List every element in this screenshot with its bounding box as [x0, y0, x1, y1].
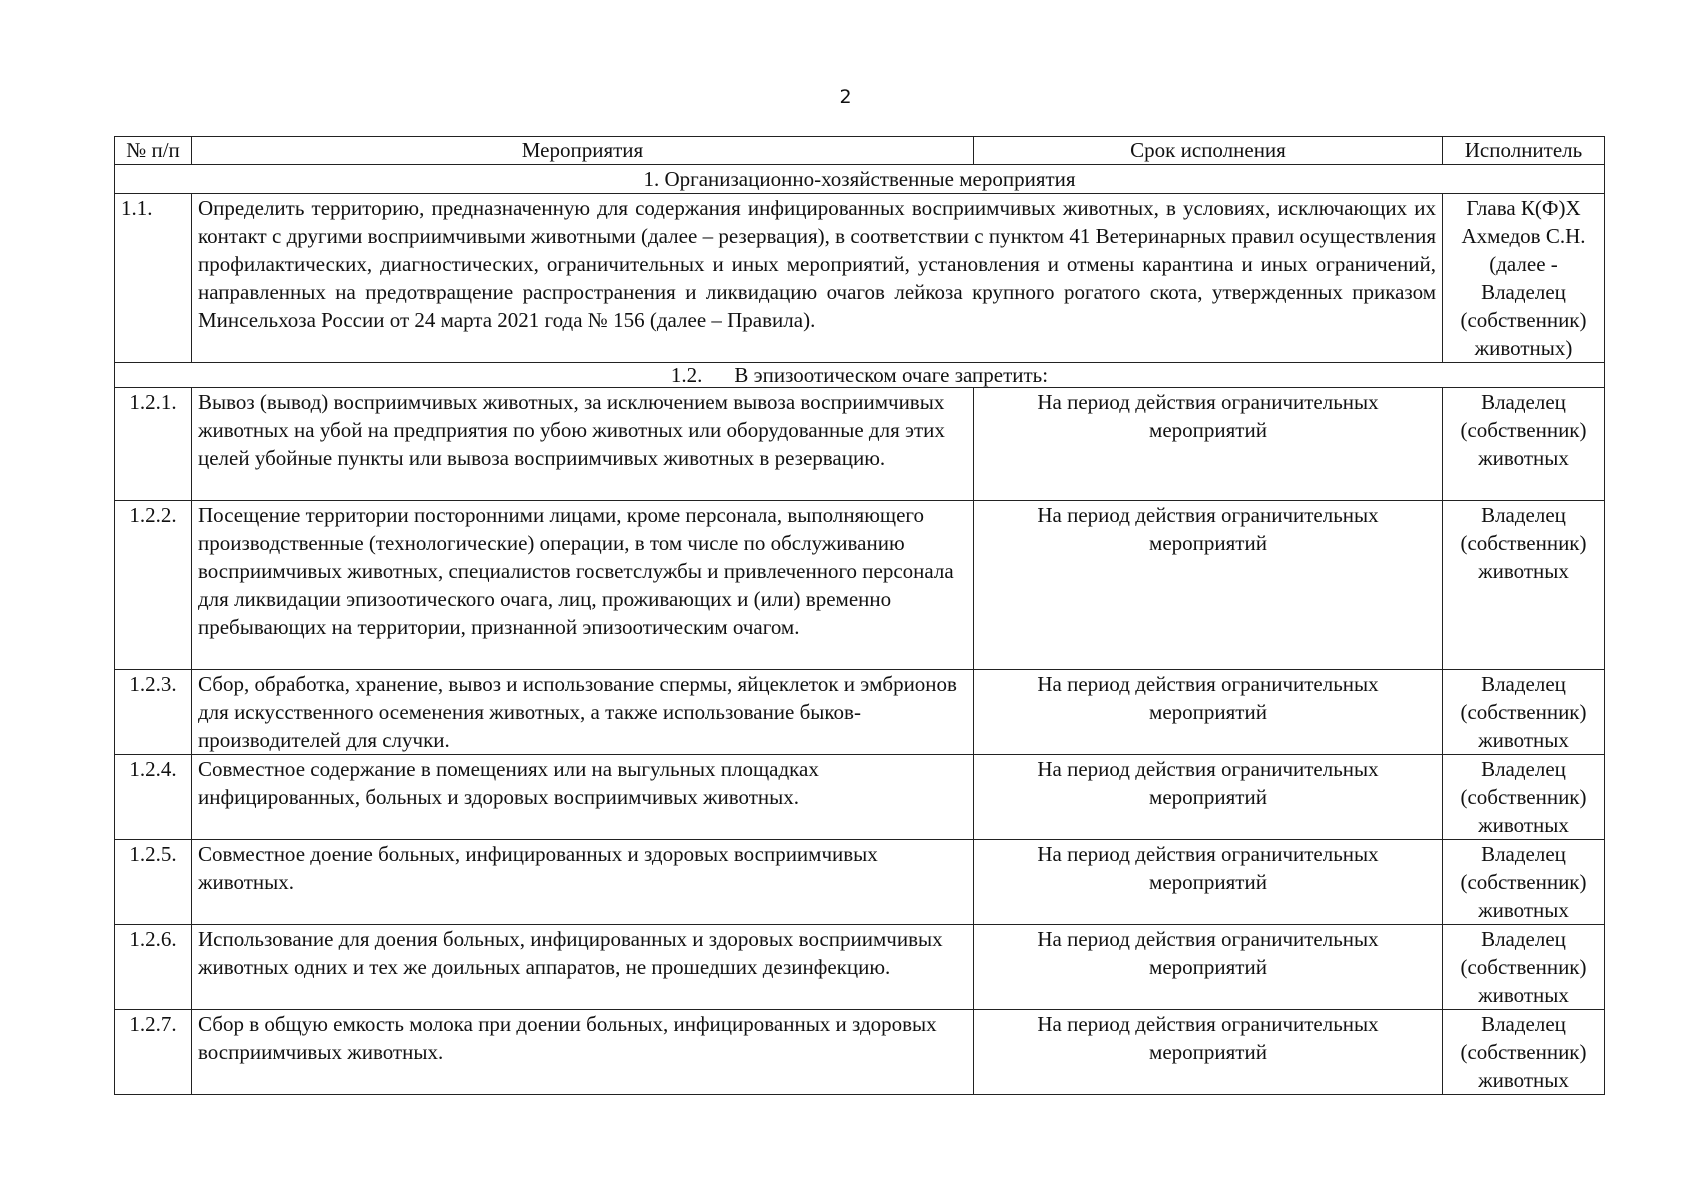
row-number: 1.2.1. — [115, 388, 192, 501]
section-title-row — [115, 165, 1605, 194]
header-term: Срок исполнения — [974, 137, 1443, 165]
row-activity: Посещение территории посторонними лицами, кроме персонала, выполняющего производственные (технологические) операции, в том числе по обслуживанию восприимчивых животных, специалистов госветслужбы и привлеченного персонала для ликвидации эпизоотического очага, лиц, проживающих и (или) временно пребывающих на территории, признанной эпизоотическим очагом. — [192, 501, 974, 670]
row-executor: Владелец (собственник) животных — [1443, 755, 1605, 840]
row-executor: Владелец (собственник) животных — [1443, 501, 1605, 670]
subsection-title — [115, 363, 1605, 388]
row-activity: Совместное содержание в помещениях или на выгульных площадках инфицированных, больных и здоровых восприимчивых животных. — [192, 755, 974, 840]
row-number: 1.2.2. — [115, 501, 192, 670]
page-number: 2 — [839, 86, 852, 108]
header-activity: Мероприятия — [192, 137, 974, 165]
row-executor: Владелец (собственник) животных — [1443, 388, 1605, 501]
row-activity: Вывоз (вывод) восприимчивых животных, за исключением вывоза восприимчивых животных на убой на предприятия по убою животных или оборудованные для этих целей убойные пункты или вывоза восприимчивых животных в резервацию. — [192, 388, 974, 501]
row-activity: Совместное доение больных, инфицированных и здоровых восприимчивых животных. — [192, 840, 974, 925]
table-row — [115, 925, 1605, 1010]
table-row — [115, 670, 1605, 755]
measures-table — [114, 136, 1605, 1095]
row-executor: Владелец (собственник) животных — [1443, 925, 1605, 1010]
row-executor: Владелец (собственник) животных — [1443, 670, 1605, 755]
row-executor: Владелец (собственник) животных — [1443, 840, 1605, 925]
row-number: 1.2.7. — [115, 1010, 192, 1095]
table-row — [115, 840, 1605, 925]
table-header-row — [115, 137, 1605, 165]
row-term: На период действия ограничительных мероприятий — [974, 670, 1443, 755]
row-term: На период действия ограничительных мероприятий — [974, 840, 1443, 925]
row-activity: Сбор в общую емкость молока при доении больных, инфицированных и здоровых восприимчивых животных. — [192, 1010, 974, 1095]
header-executor: Исполнитель — [1443, 137, 1605, 165]
table-row — [115, 501, 1605, 670]
row-activity: Использование для доения больных, инфицированных и здоровых восприимчивых животных одних и тех же доильных аппаратов, не прошедших дезинфекцию. — [192, 925, 974, 1010]
table-row — [115, 194, 1605, 363]
row-term: На период действия ограничительных мероприятий — [974, 925, 1443, 1010]
row-activity: Сбор, обработка, хранение, вывоз и использование спермы, яйцеклеток и эмбрионов для искусственного осеменения животных, а также использование быков-производителей для случки. — [192, 670, 974, 755]
row-term: На период действия ограничительных мероприятий — [974, 755, 1443, 840]
header-number: № п/п — [115, 137, 192, 165]
row-term: На период действия ограничительных мероприятий — [974, 501, 1443, 670]
row-number: 1.2.5. — [115, 840, 192, 925]
row-executor: Владелец (собственник) животных — [1443, 1010, 1605, 1095]
row-number: 1.2.4. — [115, 755, 192, 840]
table-row — [115, 388, 1605, 501]
row-number: 1.1. — [115, 194, 192, 363]
row-number: 1.2.6. — [115, 925, 192, 1010]
section-title: 1. Организационно-хозяйственные мероприятия — [115, 165, 1605, 194]
row-executor: Глава К(Ф)Х Ахмедов С.Н. (далее - Владелец (собственник) животных) — [1443, 194, 1605, 363]
table-row — [115, 755, 1605, 840]
subsection-number: 1.2. — [670, 363, 703, 387]
subsection-title-row — [115, 363, 1605, 388]
table-row — [115, 1010, 1605, 1095]
row-term: На период действия ограничительных мероприятий — [974, 1010, 1443, 1095]
subsection-label: В эпизоотическом очаге запретить: — [734, 363, 1049, 387]
row-term: На период действия ограничительных мероприятий — [974, 388, 1443, 501]
row-number: 1.2.3. — [115, 670, 192, 755]
row-activity: Определить территорию, предназначенную для содержания инфицированных восприимчивых животных, в условиях, исключающих их контакт с другими восприимчивыми животными (далее – резервация), в соответствии с пунктом 41 Ветеринарных правил осуществления профилактических, диагностических, ограничительных и иных мероприятий, установления и отмены карантина и иных ограничений, направленных на предотвращение распространения и ликвидацию очагов лейкоза крупного рогатого скота, утвержденных приказом Минсельхоза России от 24 марта 2021 года № 156 (далее – Правила). — [192, 194, 1443, 363]
